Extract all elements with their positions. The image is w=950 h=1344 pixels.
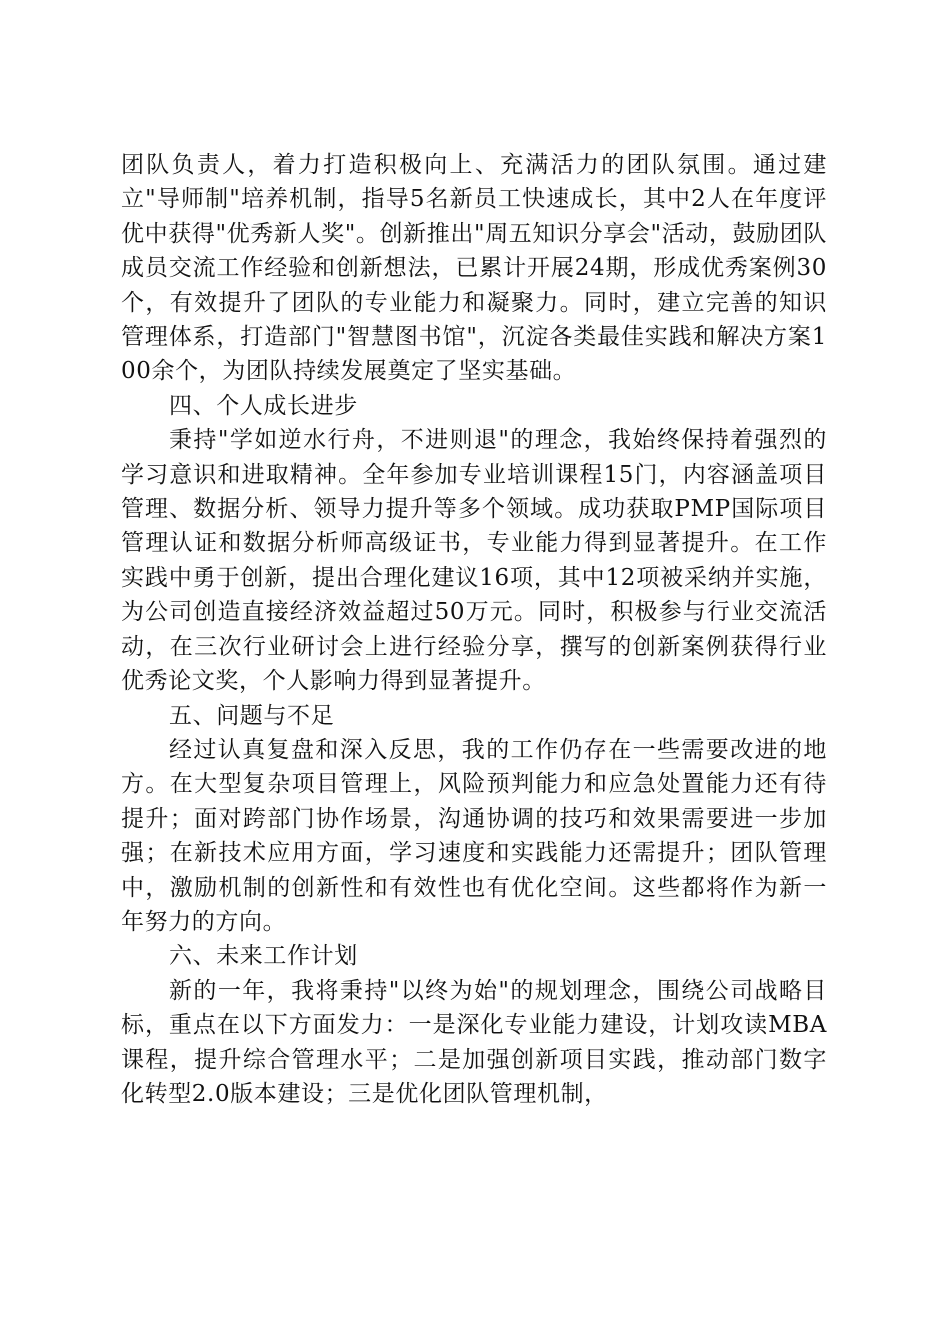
paragraph-problems: 经过认真复盘和深入反思，我的工作仍存在一些需要改进的地方。在大型复杂项目管理上，风险预判能力和应急处置能力还有待提升；面对跨部门协作场景，沟通协调的技巧和效果需要进一步加强；在新技术应用方面，学习速度和实践能力还需提升；团队管理中，激励机制的创新性和有效性也有优化空间。这些都将作为新一年努力的方向。: [121, 736, 827, 935]
heading-problems: 五、问题与不足: [169, 702, 335, 729]
document-body: [121, 148, 827, 1111]
heading-future-plan: 六、未来工作计划: [169, 943, 358, 970]
paragraph-personal-growth: 秉持"学如逆水行舟，不进则退"的理念，我始终保持着强烈的学习意识和进取精神。全年参加专业培训课程15门，内容涵盖项目管理、数据分析、领导力提升等多个领域。成功获取PMP国际项目管理认证和数据分析师高级证书，专业能力得到显著提升。在工作实践中勇于创新，提出合理化建议16项，其中12项被采纳并实施，为公司创造直接经济效益超过50万元。同时，积极参与行业交流活动，在三次行业研讨会上进行经验分享，撰写的创新案例获得行业优秀论文奖，个人影响力得到显著提升。: [121, 427, 827, 695]
heading-personal-growth: 四、个人成长进步: [169, 392, 358, 419]
paragraph-team-building: 团队负责人，着力打造积极向上、充满活力的团队氛围。通过建立"导师制"培养机制，指导5名新员工快速成长，其中2人在年度评优中获得"优秀新人奖"。创新推出"周五知识分享会"活动，鼓励团队成员交流工作经验和创新想法，已累计开展24期，形成优秀案例30个，有效提升了团队的专业能力和凝聚力。同时，建立完善的知识管理体系，打造部门"智慧图书馆"，沉淀各类最佳实践和解决方案100余个，为团队持续发展奠定了坚实基础。: [121, 152, 827, 385]
paragraph-future-plan: 新的一年，我将秉持"以终为始"的规划理念，围绕公司战略目标，重点在以下方面发力：一是深化专业能力建设，计划攻读MBA课程，提升综合管理水平；二是加强创新项目实践，推动部门数字化转型2.0版本建设；三是优化团队管理机制，: [121, 977, 827, 1107]
